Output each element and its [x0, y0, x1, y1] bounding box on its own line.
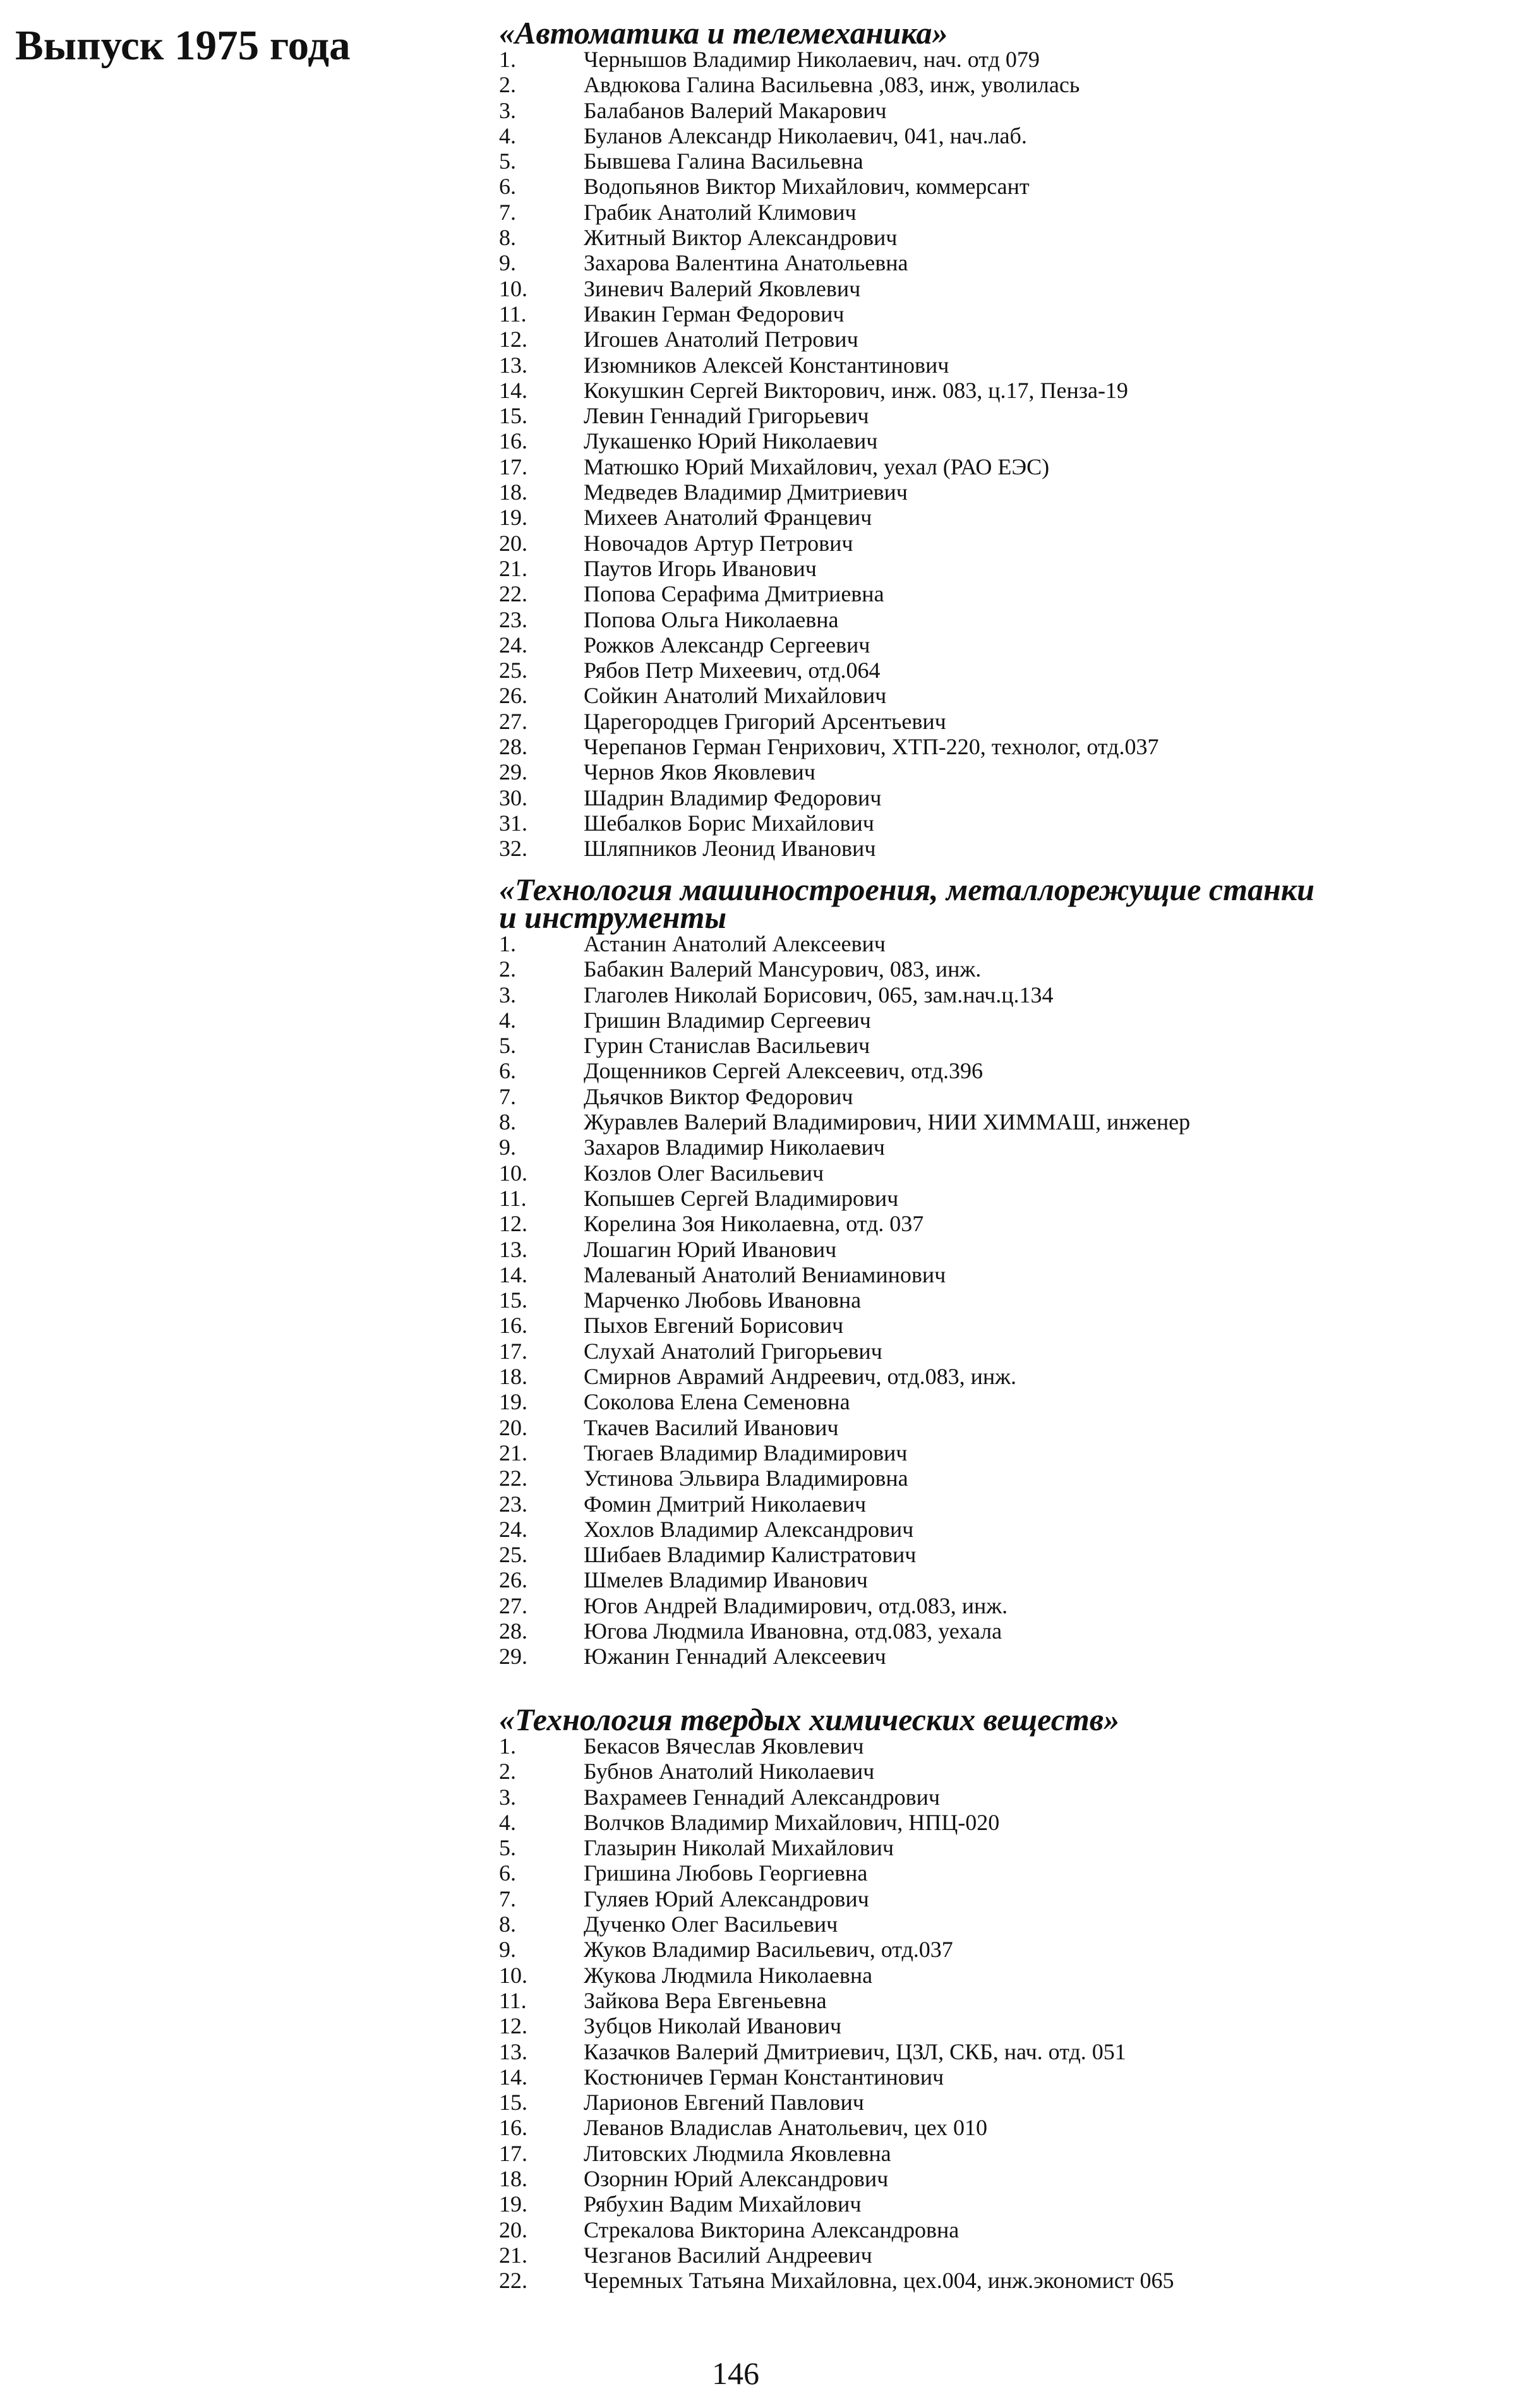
list-item	[499, 1860, 1119, 1886]
list-item	[499, 2217, 1119, 2242]
item-number: 18.	[499, 2166, 527, 2192]
item-text: Литовских Людмила Яковлевна	[584, 2140, 891, 2166]
list-item	[499, 1313, 1314, 1338]
section-title-line: «Технология твердых химических веществ»	[499, 1702, 1120, 1737]
item-text: Зиневич Валерий Яковлевич	[584, 275, 861, 301]
item-number: 3.	[499, 982, 516, 1008]
list-item	[499, 1084, 1314, 1109]
list-item	[499, 1886, 1119, 1911]
item-text: Чернышов Владимир Николаевич, нач. отд 079	[584, 47, 1040, 72]
item-number: 29.	[499, 1644, 527, 1670]
list-item	[499, 2141, 1119, 2166]
item-number: 10.	[499, 1962, 527, 1988]
item-number: 25.	[499, 658, 527, 683]
item-number: 23.	[499, 1491, 527, 1517]
item-number: 31.	[499, 810, 527, 836]
item-text: Рожков Александр Сергеевич	[584, 632, 870, 658]
list-item	[499, 1058, 1314, 1083]
item-number: 13.	[499, 2038, 527, 2064]
item-number: 8.	[499, 225, 516, 251]
list-item	[499, 1644, 1314, 1669]
item-number: 22.	[499, 1466, 527, 1491]
item-number: 12.	[499, 1211, 527, 1237]
item-number: 25.	[499, 1542, 527, 1568]
list-item	[499, 1440, 1314, 1466]
list-item	[499, 1988, 1119, 2013]
section-title	[499, 872, 1314, 935]
item-number: 18.	[499, 479, 527, 505]
item-text: Шадрин Владимир Федорович	[584, 785, 882, 810]
item-number: 5.	[499, 1835, 516, 1861]
item-number: 7.	[499, 1083, 516, 1109]
item-text: Попова Ольга Николаевна	[584, 606, 839, 632]
item-text: Лошагин Юрий Иванович	[584, 1236, 837, 1262]
list-item	[499, 1963, 1119, 1988]
item-text: Марченко Любовь Ивановна	[584, 1287, 862, 1313]
item-text: Хохлов Владимир Александрович	[584, 1516, 914, 1542]
item-number: 18.	[499, 1364, 527, 1390]
item-number: 1.	[499, 931, 516, 956]
list-item	[499, 1415, 1314, 1440]
item-number: 11.	[499, 1185, 527, 1211]
item-number: 26.	[499, 683, 527, 709]
list-item	[499, 1759, 1119, 1784]
item-number: 10.	[499, 1160, 527, 1186]
list-item	[499, 556, 948, 581]
item-number: 7.	[499, 199, 516, 225]
item-text: Югов Андрей Владимирович, отд.083, инж.	[584, 1592, 1008, 1618]
list-item	[499, 2191, 1119, 2217]
list-item	[499, 1262, 1314, 1287]
item-text: Шибаев Владимир Калистратович	[584, 1542, 917, 1568]
item-number: 3.	[499, 97, 516, 123]
item-number: 6.	[499, 1058, 516, 1084]
item-text: Шляпников Леонид Иванович	[584, 836, 876, 862]
list-item	[499, 1733, 1119, 1759]
item-text: Вахрамеев Геннадий Александрович	[584, 1784, 940, 1810]
item-text: Шебалков Борис Михайлович	[584, 810, 874, 836]
item-text: Чернов Яков Яковлевич	[584, 759, 815, 785]
item-text: Бабакин Валерий Мансурович, 083, инж.	[584, 956, 982, 982]
list-item	[499, 301, 948, 327]
item-text: Астанин Анатолий Алексеевич	[584, 931, 886, 956]
list-item	[499, 982, 1314, 1008]
list-item	[499, 377, 1128, 403]
item-number: 1.	[499, 47, 516, 72]
item-number: 21.	[499, 555, 527, 581]
item-number: 1.	[499, 1733, 516, 1759]
item-number: 12.	[499, 2013, 527, 2039]
item-text: Черепанов Герман Генрихович, ХТП-220, технолог, отд.037	[584, 734, 1159, 760]
section-solid-chemicals	[499, 1702, 1174, 2294]
list-item	[499, 709, 948, 734]
item-number: 32.	[499, 836, 527, 862]
item-number: 4.	[499, 1007, 516, 1033]
list-item	[499, 1911, 1119, 1937]
item-text: Гришин Владимир Сергеевич	[584, 1007, 871, 1033]
item-number: 15.	[499, 1287, 527, 1313]
list-item	[499, 2090, 1119, 2115]
item-text: Стрекалова Викторина Александровна	[584, 2217, 960, 2242]
item-number: 2.	[499, 956, 516, 982]
item-number: 21.	[499, 2242, 527, 2268]
item-number: 16.	[499, 1313, 527, 1339]
item-text: Журавлев Валерий Владимирович, НИИ ХИММАШ, инженер	[584, 1109, 1191, 1135]
item-number: 28.	[499, 734, 527, 760]
section-automation	[499, 15, 1159, 862]
item-text: Гурин Станислав Васильевич	[584, 1033, 870, 1059]
item-text: Южанин Геннадий Алексеевич	[584, 1644, 886, 1670]
list-item	[499, 1593, 1314, 1618]
list-item	[499, 1186, 1314, 1211]
list-item	[499, 734, 1159, 760]
list-item	[499, 200, 948, 225]
item-text: Жукова Людмила Николаевна	[584, 1962, 873, 1988]
list-item	[499, 428, 948, 454]
item-text: Зубцов Николай Иванович	[584, 2013, 841, 2039]
list-item	[499, 98, 948, 123]
list-item	[499, 72, 1080, 98]
item-text: Черемных Татьяна Михайловна, цех.004, инж.экономист 065	[584, 2268, 1174, 2294]
item-text: Гришина Любовь Георгиевна	[584, 1860, 868, 1886]
item-text: Бывшева Галина Васильевна	[584, 148, 863, 174]
list-item	[499, 327, 948, 352]
item-text: Ларионов Евгений Павлович	[584, 2090, 864, 2116]
graduate-list	[499, 1733, 1174, 2294]
list-item	[499, 1364, 1314, 1389]
item-number: 23.	[499, 606, 527, 632]
list-item	[499, 2268, 1174, 2294]
item-text: Соколова Елена Семеновна	[584, 1389, 850, 1415]
item-text: Слухай Анатолий Григорьевич	[584, 1338, 882, 1364]
item-number: 9.	[499, 250, 516, 276]
item-number: 10.	[499, 275, 527, 301]
list-item	[499, 581, 948, 606]
item-number: 7.	[499, 1886, 516, 1911]
item-number: 8.	[499, 1109, 516, 1135]
item-text: Волчков Владимир Михайлович, НПЦ-020	[584, 1809, 1000, 1835]
item-number: 17.	[499, 2140, 527, 2166]
list-item	[499, 148, 948, 174]
list-item	[499, 1937, 1119, 1962]
item-number: 8.	[499, 1911, 516, 1937]
item-number: 2.	[499, 1759, 516, 1785]
item-text: Глаголев Николай Борисович, 065, зам.нач.ц.134	[584, 982, 1054, 1008]
item-number: 17.	[499, 454, 527, 479]
item-text: Авдюкова Галина Васильевна ,083, инж, уволилась	[584, 72, 1080, 98]
list-item	[499, 2166, 1119, 2191]
item-number: 4.	[499, 1809, 516, 1835]
item-number: 3.	[499, 1784, 516, 1810]
item-text: Дьячков Виктор Федорович	[584, 1083, 853, 1109]
item-text: Паутов Игорь Иванович	[584, 555, 817, 581]
list-item	[499, 1287, 1314, 1313]
list-item	[499, 1785, 1119, 1810]
list-item	[499, 1135, 1314, 1160]
item-number: 26.	[499, 1567, 527, 1593]
item-text: Югова Людмила Ивановна, отд.083, уехала	[584, 1618, 1002, 1644]
list-item	[499, 836, 948, 861]
list-item	[499, 1339, 1314, 1364]
item-text: Житный Виктор Александрович	[584, 225, 898, 251]
list-item	[499, 658, 948, 683]
item-text: Грабик Анатолий Климович	[584, 199, 857, 225]
section-title-line: и инструменты	[499, 900, 727, 935]
item-text: Рябов Петр Михеевич, отд.064	[584, 658, 881, 683]
list-item	[499, 531, 948, 556]
item-number: 9.	[499, 1135, 516, 1160]
item-text: Бубнов Анатолий Николаевич	[584, 1759, 875, 1785]
item-number: 27.	[499, 708, 527, 734]
item-text: Михеев Анатолий Францевич	[584, 505, 872, 531]
list-item	[499, 1567, 1314, 1592]
item-text: Захаров Владимир Николаевич	[584, 1135, 885, 1160]
section-title-line: «Технология машиностроения, металлорежущие станки	[499, 872, 1314, 907]
item-number: 27.	[499, 1592, 527, 1618]
list-item	[499, 1008, 1314, 1033]
list-item	[499, 174, 1030, 200]
item-number: 16.	[499, 2115, 527, 2141]
list-item	[499, 47, 1040, 72]
item-number: 13.	[499, 352, 527, 378]
item-text: Козлов Олег Васильевич	[584, 1160, 824, 1186]
item-number: 13.	[499, 1236, 527, 1262]
item-text: Костюничев Герман Константинович	[584, 2064, 944, 2090]
item-number: 11.	[499, 1987, 527, 2013]
item-text: Лукашенко Юрий Николаевич	[584, 428, 878, 454]
item-text: Кокушкин Сергей Викторович, инж. 083, ц.17, Пенза-19	[584, 377, 1128, 403]
item-text: Попова Серафима Дмитриевна	[584, 581, 884, 607]
item-number: 22.	[499, 581, 527, 607]
page-title: Выпуск 1975 года	[15, 22, 351, 69]
item-number: 24.	[499, 1516, 527, 1542]
section-title-line: «Автоматика и телемеханика»	[499, 15, 948, 51]
list-item	[499, 931, 1314, 956]
item-number: 19.	[499, 1389, 527, 1415]
item-text: Тюгаев Владимир Владимирович	[584, 1440, 908, 1466]
list-item	[499, 2115, 1119, 2140]
item-text: Смирнов Аврамий Андреевич, отд.083, инж.	[584, 1364, 1017, 1390]
item-number: 20.	[499, 2217, 527, 2242]
item-number: 15.	[499, 403, 527, 429]
list-item	[499, 1517, 1314, 1542]
list-item	[499, 2038, 1126, 2064]
page-number: 146	[712, 2356, 759, 2391]
list-item	[499, 2064, 1119, 2090]
item-text: Дученко Олег Васильевич	[584, 1911, 838, 1937]
item-text: Пыхов Евгений Борисович	[584, 1313, 844, 1339]
item-number: 22.	[499, 2268, 527, 2294]
list-item	[499, 352, 948, 378]
item-number: 5.	[499, 148, 516, 174]
item-text: Зайкова Вера Евгеньевна	[584, 1987, 827, 2013]
list-item	[499, 250, 948, 275]
item-number: 16.	[499, 428, 527, 454]
list-item	[499, 956, 1314, 982]
item-text: Балабанов Валерий Макарович	[584, 97, 887, 123]
item-text: Сойкин Анатолий Михайлович	[584, 683, 887, 709]
item-text: Царегородцев Григорий Арсентьевич	[584, 708, 946, 734]
list-item	[499, 683, 948, 708]
item-number: 28.	[499, 1618, 527, 1644]
list-item	[499, 1109, 1314, 1135]
item-text: Медведев Владимир Дмитриевич	[584, 479, 908, 505]
list-item	[499, 1160, 1314, 1186]
item-number: 17.	[499, 1338, 527, 1364]
item-number: 5.	[499, 1033, 516, 1059]
item-text: Жуков Владимир Васильевич, отд.037	[584, 1937, 953, 1963]
graduate-list	[499, 47, 1159, 862]
list-item	[499, 1542, 1314, 1567]
item-text: Озорнин Юрий Александрович	[584, 2166, 889, 2192]
item-text: Фомин Дмитрий Николаевич	[584, 1491, 867, 1517]
list-item	[499, 454, 1050, 479]
item-text: Рябухин Вадим Михайлович	[584, 2191, 862, 2217]
item-number: 29.	[499, 759, 527, 785]
item-text: Изюмников Алексей Константинович	[584, 352, 949, 378]
list-item	[499, 759, 948, 785]
item-text: Гуляев Юрий Александрович	[584, 1886, 869, 1911]
list-item	[499, 276, 948, 301]
list-item	[499, 1491, 1314, 1517]
item-text: Новочадов Артур Петрович	[584, 530, 853, 556]
item-text: Матюшко Юрий Михайлович, уехал (РАО ЕЭС)	[584, 454, 1050, 479]
item-text: Копышев Сергей Владимирович	[584, 1185, 899, 1211]
item-number: 6.	[499, 174, 516, 200]
item-text: Буланов Александр Николаевич, 041, нач.лаб.	[584, 123, 1027, 148]
list-item	[499, 1033, 1314, 1058]
list-item	[499, 225, 948, 250]
item-text: Корелина Зоя Николаевна, отд. 037	[584, 1211, 924, 1237]
item-text: Ивакин Герман Федорович	[584, 301, 845, 327]
item-text: Левин Геннадий Григорьевич	[584, 403, 869, 429]
list-item	[499, 785, 948, 810]
item-text: Бекасов Вячеслав Яковлевич	[584, 1733, 864, 1759]
list-item	[499, 1835, 1119, 1860]
list-item	[499, 810, 948, 836]
item-number: 21.	[499, 1440, 527, 1466]
list-item	[499, 632, 948, 658]
item-text: Устинова Эльвира Владимировна	[584, 1466, 908, 1491]
item-text: Водопьянов Виктор Михайлович, коммерсант	[584, 174, 1030, 200]
graduate-list	[499, 931, 1314, 1670]
item-number: 4.	[499, 123, 516, 148]
section-title	[499, 1702, 1120, 1737]
list-item	[499, 1211, 1314, 1236]
item-number: 19.	[499, 505, 527, 531]
item-text: Ткачев Василий Иванович	[584, 1414, 839, 1440]
item-text: Игошев Анатолий Петрович	[584, 327, 858, 352]
list-item	[499, 403, 948, 428]
item-text: Дощенников Сергей Алексеевич, отд.396	[584, 1058, 984, 1084]
item-number: 24.	[499, 632, 527, 658]
item-text: Малеваный Анатолий Вениаминович	[584, 1261, 946, 1287]
item-number: 12.	[499, 327, 527, 352]
list-item	[499, 1237, 1314, 1262]
item-number: 9.	[499, 1937, 516, 1963]
list-item	[499, 1389, 1314, 1414]
item-number: 11.	[499, 301, 527, 327]
list-item	[499, 1466, 1314, 1491]
list-item	[499, 1618, 1314, 1644]
list-item	[499, 2013, 1119, 2038]
list-item	[499, 123, 1027, 148]
item-number: 2.	[499, 72, 516, 98]
item-number: 15.	[499, 2090, 527, 2116]
item-text: Шмелев Владимир Иванович	[584, 1567, 868, 1593]
item-number: 19.	[499, 2191, 527, 2217]
list-item	[499, 479, 948, 505]
item-number: 6.	[499, 1860, 516, 1886]
section-title	[499, 15, 948, 51]
item-number: 14.	[499, 377, 527, 403]
item-number: 30.	[499, 785, 527, 810]
item-number: 14.	[499, 1261, 527, 1287]
section-mechanical-engineering	[499, 872, 1314, 1670]
item-text: Захарова Валентина Анатольевна	[584, 250, 908, 276]
list-item	[499, 1810, 1119, 1835]
item-text: Чезганов Василий Андреевич	[584, 2242, 872, 2268]
list-item	[499, 2242, 1119, 2268]
item-text: Леванов Владислав Анатольевич, цех 010	[584, 2115, 987, 2141]
item-text: Казачков Валерий Дмитриевич, ЦЗЛ, СКБ, нач. отд. 051	[584, 2038, 1126, 2064]
item-text: Глазырин Николай Михайлович	[584, 1835, 894, 1861]
item-number: 14.	[499, 2064, 527, 2090]
item-number: 20.	[499, 530, 527, 556]
item-number: 20.	[499, 1414, 527, 1440]
list-item	[499, 505, 948, 530]
list-item	[499, 607, 948, 632]
